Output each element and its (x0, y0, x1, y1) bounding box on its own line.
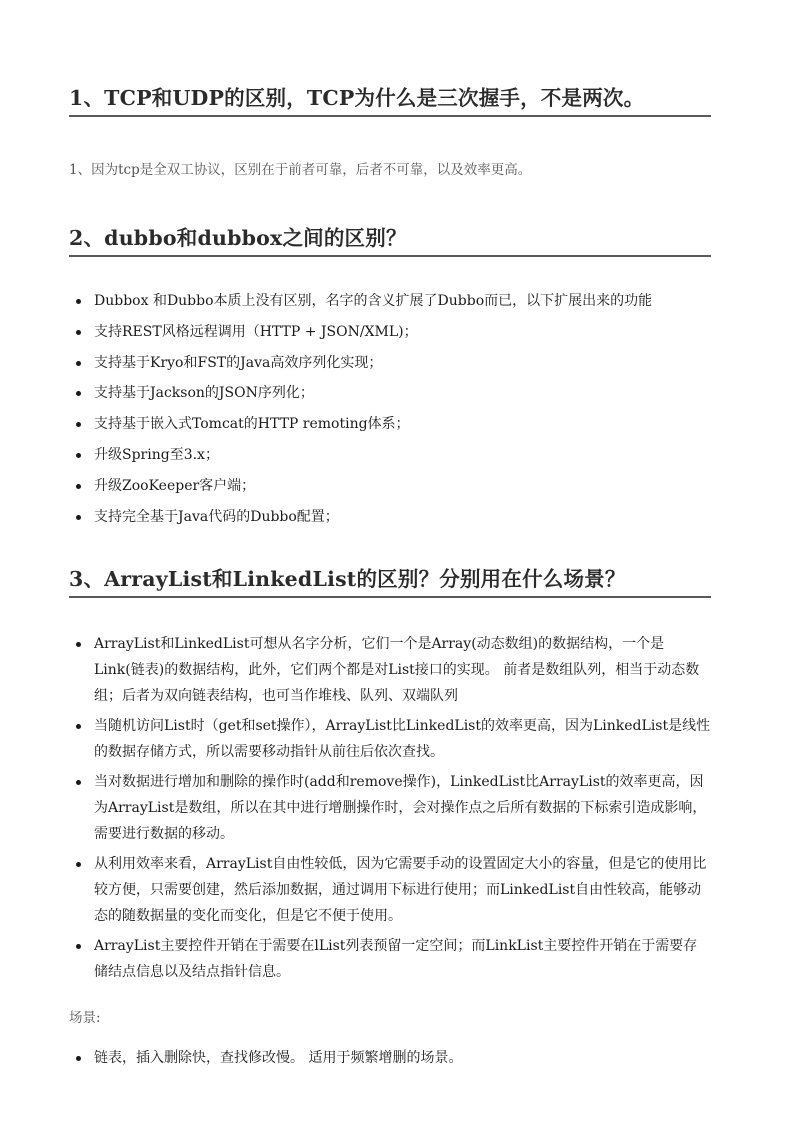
list-item: ArrayList和LinkedList可想从名字分析，它们一个是Array(动态数组)的数据结构，一个是Link(链表)的数据结构，此外，它们两个都是对List接口的实现。 前者是数组队列，相当于动态数组；后者为双向链表结构，也可当作堆栈、队列、双端队列 (69, 631, 711, 709)
scene-list (69, 1045, 711, 1071)
list-item: ArrayList主要控件开销在于需要在lList列表预留一定空间；而LinkList主要控件开销在于需要存储结点信息以及结点指针信息。 (69, 933, 711, 985)
list-item: 支持REST风格远程调用（HTTP + JSON/XML)； (69, 319, 711, 345)
arraylist-linkedlist-list (69, 631, 711, 989)
list-item: Dubbox 和Dubbo本质上没有区别，名字的含义扩展了Dubbo而已，以下扩展出来的功能 (69, 288, 711, 314)
list-item: 链表，插入删除快，查找修改慢。 适用于频繁增删的场景。 (69, 1045, 711, 1071)
list-item: 支持基于Kryo和FST的Java高效序列化实现； (69, 350, 711, 376)
list-item: 当随机访问List时（get和set操作），ArrayList比LinkedList的效率更高，因为LinkedList是线性的数据存储方式，所以需要移动指针从前往后依次查找。 (69, 713, 711, 765)
list-item: 支持基于嵌入式Tomcat的HTTP remoting体系； (69, 411, 711, 437)
list-item: 支持基于Jackson的JSON序列化； (69, 380, 711, 406)
list-item: 从利用效率来看，ArrayList自由性较低，因为它需要手动的设置固定大小的容量，但是它的使用比较方便，只需要创建，然后添加数据，通过调用下标进行使用；而LinkedList自由性较高，能够动态的随数据量的变化而变化，但是它不便于使用。 (69, 851, 711, 929)
dubbox-feature-list (69, 288, 711, 534)
section-heading-tcp-udp: 1、TCP和UDP的区别，TCP为什么是三次握手，不是两次。 (69, 85, 711, 117)
scene-label: 场景: (69, 1010, 101, 1026)
list-item: 当对数据进行增加和删除的操作时(add和remove操作)，LinkedList比ArrayList的效率更高，因为ArrayList是数组，所以在其中进行增删操作时，会对操作点之后所有数据的下标索引造成影响，需要进行数据的移动。 (69, 769, 711, 847)
section-heading-dubbo-dubbox: 2、dubbo和dubbox之间的区别？ (69, 225, 711, 257)
section-text-tcp-udp: 1、因为tcp是全双工协议，区别在于前者可靠，后者不可靠，以及效率更高。 (69, 162, 532, 178)
list-item: 支持完全基于Java代码的Dubbo配置； (69, 504, 711, 530)
section-heading-arraylist-linkedlist: 3、ArrayList和LinkedList的区别？分别用在什么场景？ (69, 566, 711, 598)
list-item: 升级ZooKeeper客户端； (69, 473, 711, 499)
list-item: 升级Spring至3.x； (69, 442, 711, 468)
